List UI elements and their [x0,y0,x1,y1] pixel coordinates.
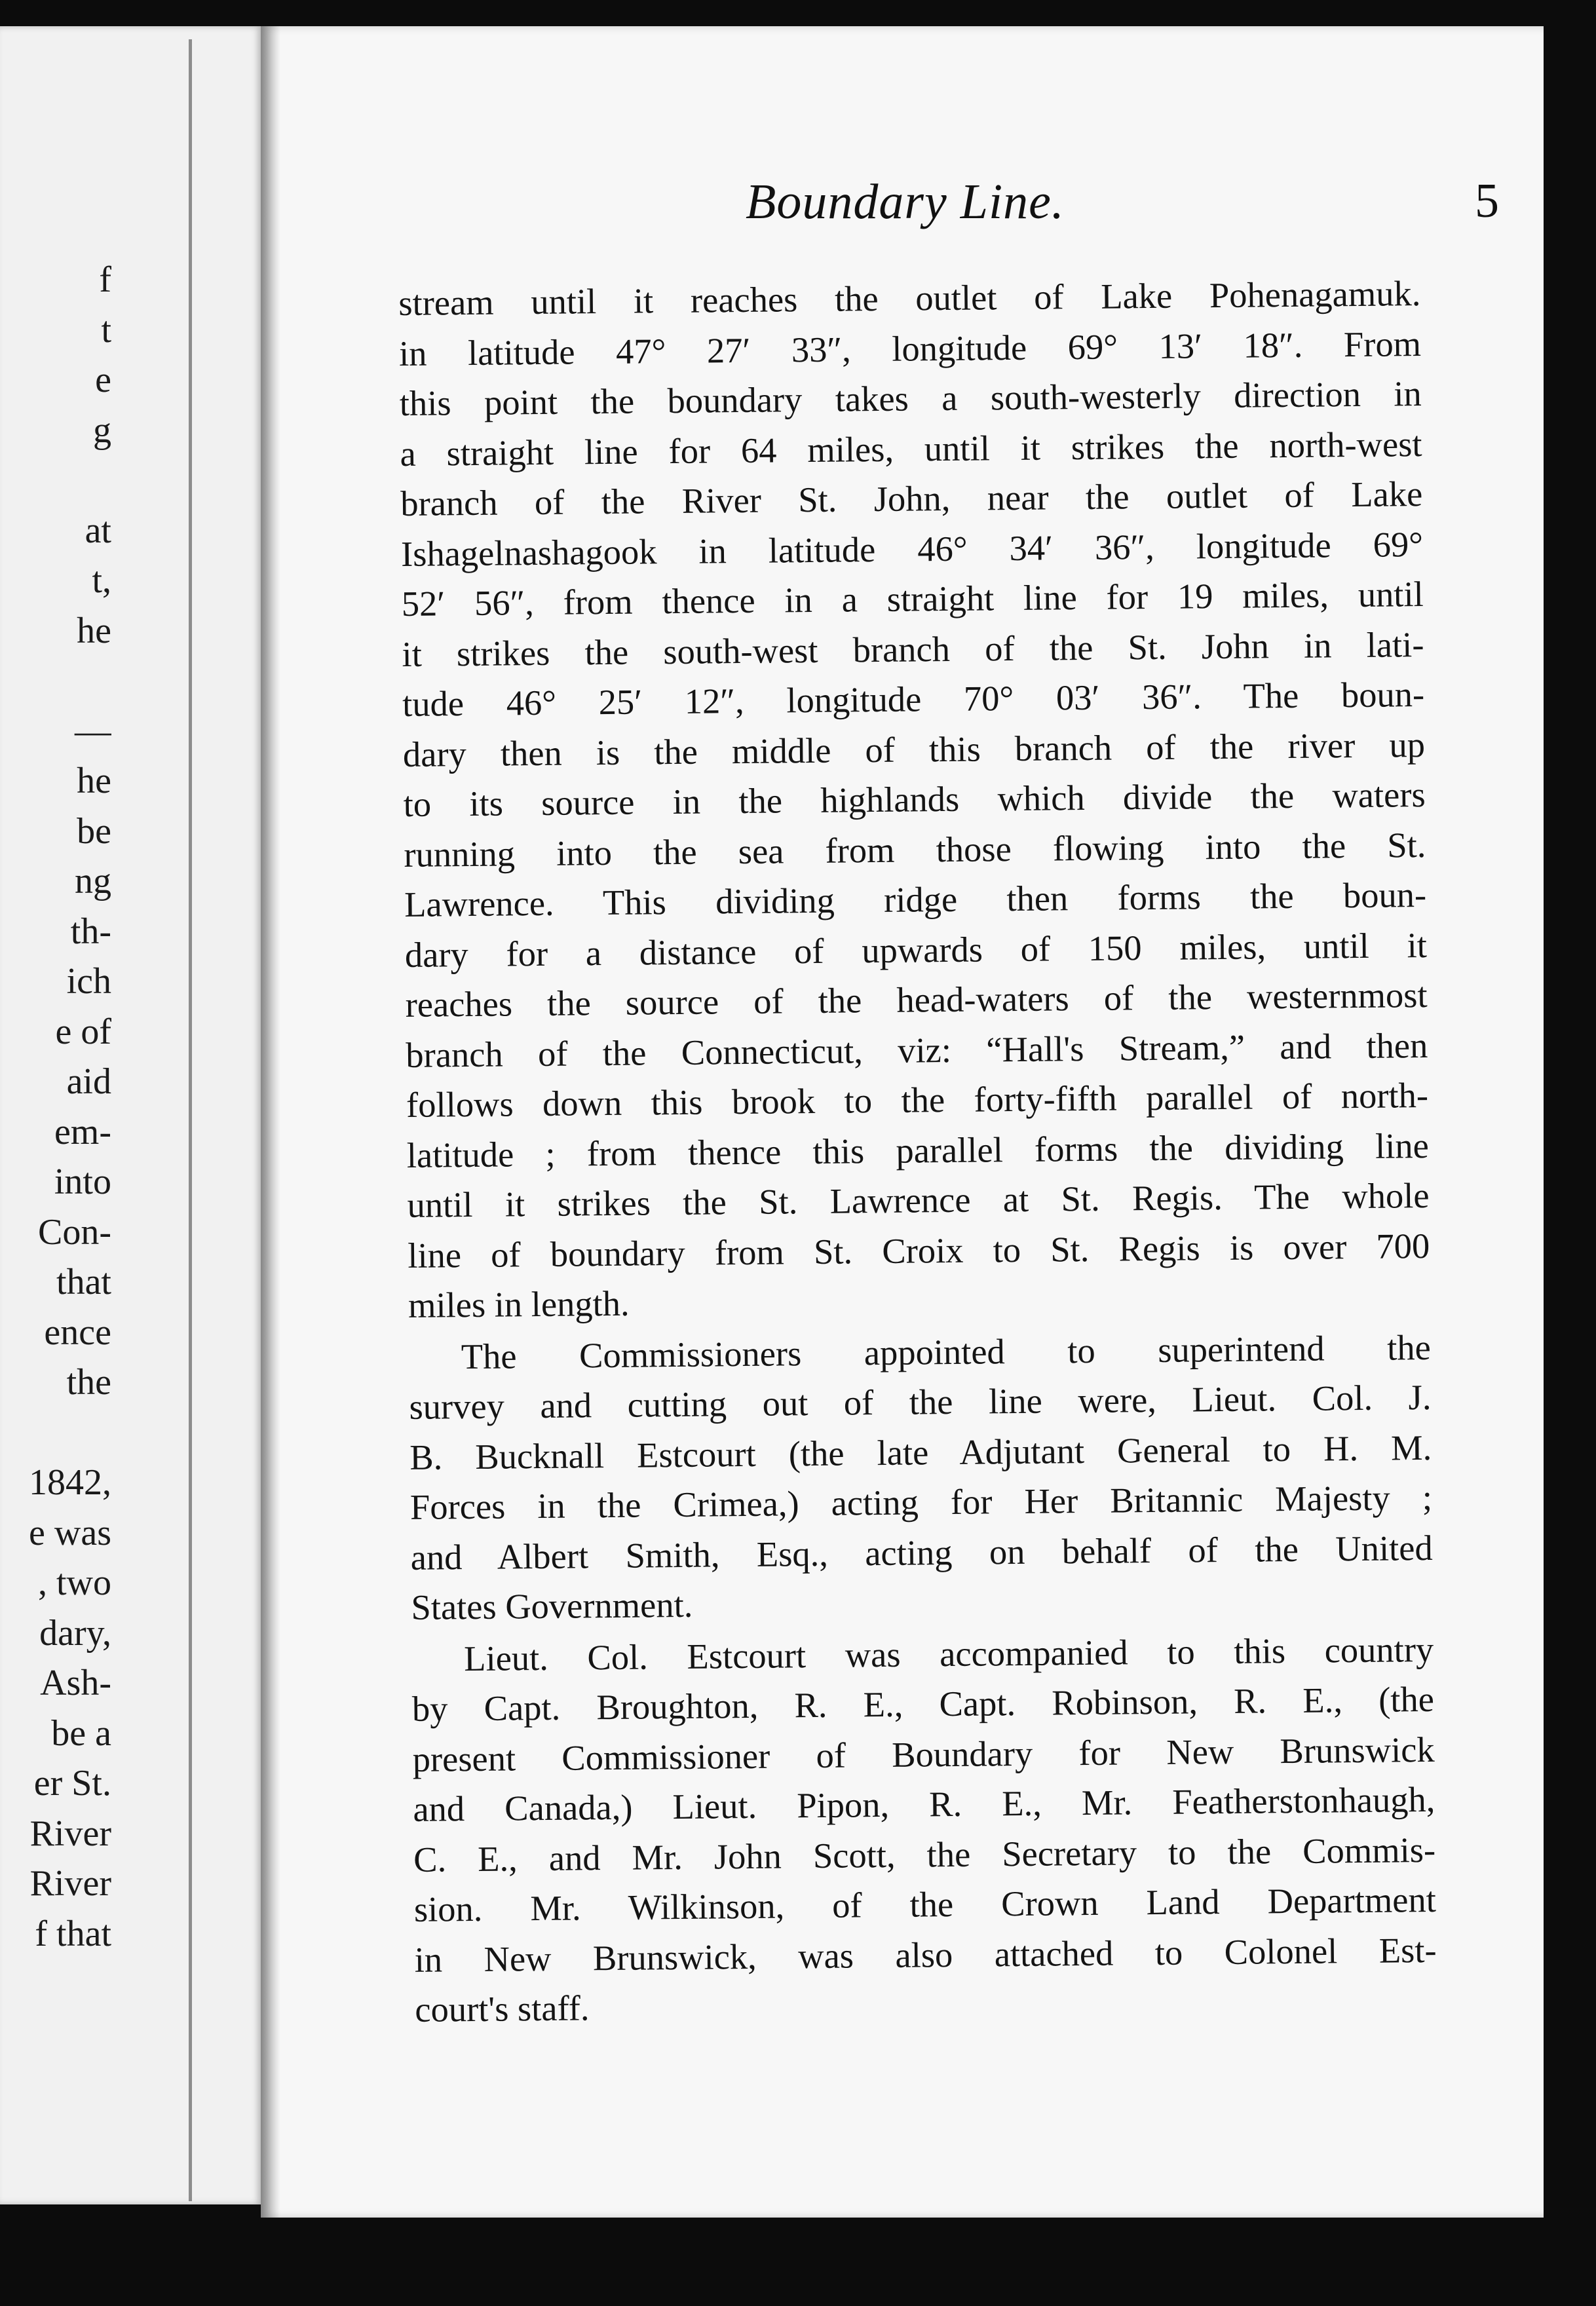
text-line: branch of the River St. John, near the outlet of Lake [400,474,1423,523]
text-line: and Albert Smith, Esq., acting on behalf of the United [410,1527,1433,1578]
left-page-fragment: he [77,761,111,801]
text-line: follows down this brook to the forty-fifth parallel of north- [406,1074,1429,1125]
paragraph-3 [411,1624,1437,2035]
text-line: latitude ; from thence this parallel forms the dividing line [406,1125,1430,1175]
text-line: miles in length. [408,1283,630,1325]
left-page-fragment: that [56,1262,111,1302]
page-number: 5 [1475,174,1499,228]
left-page-fragment: em- [54,1111,111,1152]
text-line: line of boundary from St. Croix to St. Regis is over 700 [408,1225,1430,1276]
left-page-fragment: Ash- [40,1663,111,1703]
text-line: this point the boundary takes a south-westerly direction in [399,373,1422,423]
left-page-fragment: dary, [39,1612,111,1654]
left-page-fragment: t, [92,560,111,601]
text-line: States Government. [411,1584,693,1627]
text-line: dary then is the middle of this branch of the river up [402,724,1426,774]
left-page-fragment: t [101,309,111,350]
text-line: survey and cutting out of the line were, Lieut. Col. J. [409,1376,1432,1427]
left-page-fragment: he [77,610,111,651]
text-line: B. Bucknall Estcourt (the late Adjutant General to H. M. [409,1427,1432,1477]
paragraph-1 [398,269,1430,1331]
left-page-fragment: , two [38,1562,111,1603]
text-line: dary for a distance of upwards of 150 miles, until it [404,924,1428,975]
text-line: sion. Mr. Wilkinson, of the Crown Land Department [413,1879,1437,1929]
text-line: stream until it reaches the outlet of Lake Pohenagamuk. [398,273,1421,323]
left-page-fragment: 1842, [29,1462,111,1503]
text-line: The Commissioners appointed to superintend the [461,1327,1432,1376]
text-line: to its source in the highlands which divide the waters [403,774,1426,824]
left-page-fragment: aid [66,1061,111,1102]
left-page-fragment: be [77,810,111,852]
text-line: tude 46° 25′ 12″, longitude 70° 03′ 36″. The boun- [402,673,1425,724]
left-page-fragment: the [66,1362,111,1403]
text-line: present Commissioner of Boundary for New Brunswick [412,1729,1435,1779]
gutter-shadow [261,26,280,2218]
left-page-fragment: th- [70,911,111,952]
left-page-fragment: e was [29,1512,111,1553]
paragraph-2 [408,1322,1433,1633]
text-line: C. E., and Mr. John Scott, the Secretary to the Commis- [413,1829,1436,1880]
running-head-title: Boundary Line. [746,174,1065,229]
left-page-fragment: ence [44,1312,111,1353]
text-line: 52′ 56″, from thence in a straight line for 19 miles, until [401,574,1424,624]
text-line: in New Brunswick, was also attached to Colonel Est- [414,1929,1437,1980]
text-line: Lawrence. This dividing ridge then forms the boun- [404,874,1427,924]
left-page-text-fragments [0,26,111,2204]
text-line: by Capt. Broughton, R. E., Capt. Robinson, R. E., (the [411,1678,1435,1729]
text-line: it strikes the south-west branch of the St. John in lati- [402,624,1424,674]
left-page-fragment: ng [75,861,111,901]
left-page-fragment: at [85,510,111,551]
left-page-fragment: Con- [38,1211,111,1253]
left-page [0,26,262,2204]
running-head [746,174,1499,246]
text-line: Forces in the Crimea,) acting for Her Britannic Majesty ; [409,1477,1433,1527]
left-page-fragment: River [29,1863,111,1904]
text-line: Ishagelnashagook in latitude 46° 34′ 36″, longitude 69° [400,523,1424,574]
text-line: and Canada,) Lieut. Pipon, R. E., Mr. Featherstonhaugh, [413,1779,1435,1829]
body-text [398,269,1437,2035]
left-page-fragment: ich [66,961,111,1002]
left-page-fragment: — [75,710,111,751]
left-page-fragment: e [95,360,111,400]
text-line: court's staff. [415,1988,590,2030]
text-line: reaches the source of the head-waters of the westernmost [405,974,1428,1025]
text-line: running into the sea from those flowing into the St. [404,824,1426,875]
text-line: Lieut. Col. Estcourt was accompanied to this country [463,1629,1434,1678]
left-page-fragment: into [54,1162,111,1202]
right-page [261,26,1544,2218]
left-page-fragment: e of [55,1011,111,1052]
text-line: branch of the Connecticut, viz: “Hall's Stream,” and then [406,1025,1428,1075]
left-page-fragment: f that [35,1913,111,1954]
left-page-fragment: be a [51,1712,111,1754]
left-page-fragment: er St. [33,1763,111,1804]
left-page-fragment: River [29,1813,111,1854]
text-line: in latitude 47° 27′ 33″, longitude 69° 13′ 18″. From [398,323,1422,373]
left-page-fragment: f [99,259,111,300]
text-line: until it strikes the St. Lawrence at St. Regis. The whole [407,1175,1430,1225]
left-page-fragment: g [93,409,111,451]
left-page-gutter-rule [189,39,192,2201]
text-line: a straight line for 64 miles, until it strikes the north-west [400,423,1422,474]
